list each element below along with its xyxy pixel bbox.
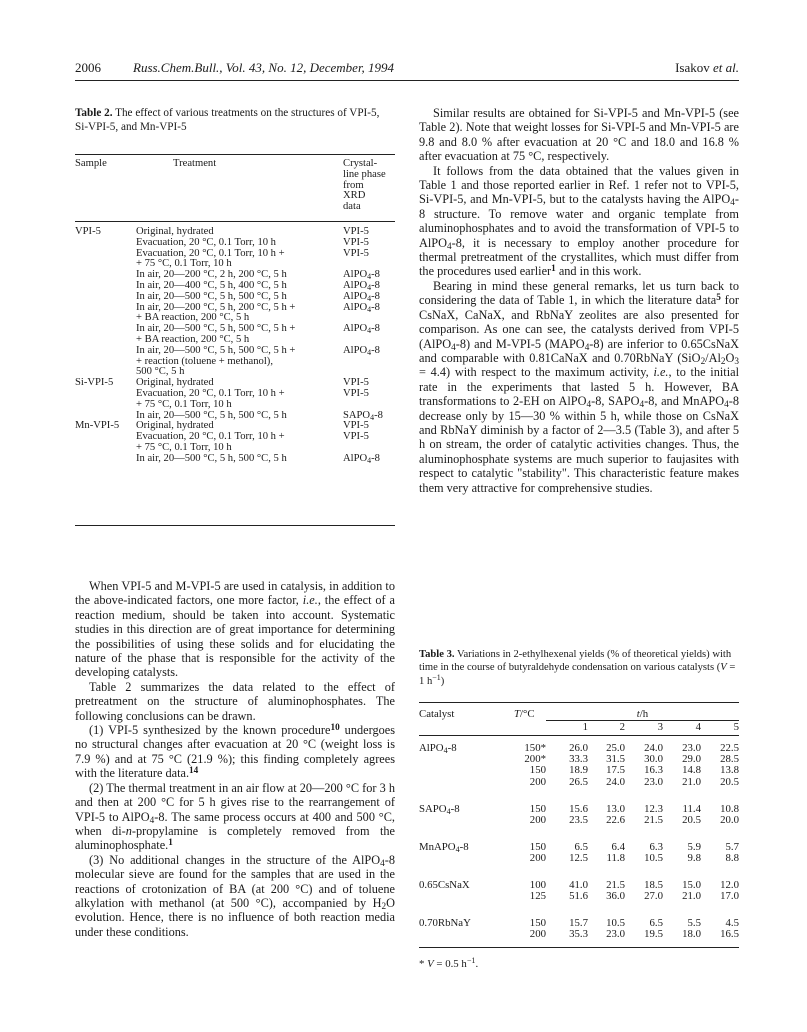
time-header: 4 bbox=[695, 721, 701, 734]
phase-cell: VPI-5 bbox=[343, 377, 369, 389]
yield-cell: 26.0 bbox=[569, 742, 588, 755]
yield-cell: 23.5 bbox=[569, 813, 588, 826]
phase-cell: VPI-5 bbox=[343, 420, 369, 432]
table3-caption: Table 3. Variations in 2-ethylhexenal yields (% of theoretical yields) with time in the course of butyraldehyde condensation on various catalysts (V = 1 $h^{-1}$) bbox=[419, 649, 736, 687]
yield-cell: 21.5 bbox=[644, 813, 663, 826]
temperature-cell: 200 bbox=[529, 775, 546, 788]
paragraph: Similar results are obtained for Si-VPI-5 and Mn-VPI-5 (see Table 2). Note that weight losses for Si-VPI-5 and Mn-VPI-5 are 9.8 and 8.0 % after evacuation at 20 °C and 18.0 and 16.8 % after evacuation at 75 °C, respectively. bbox=[419, 106, 739, 164]
yield-cell: 51.6 bbox=[569, 890, 588, 903]
treatment-cell: In air, 20—500 °C, 5 h, 500 °C, 5 h bbox=[136, 290, 287, 302]
temperature-cell: 150 bbox=[529, 840, 546, 853]
table-row bbox=[419, 735, 739, 754]
paragraph: When VPI-5 and M-VPI-5 are used in catalysis, in addition to the above-indicated factors, one more factor, i.e., the effect of a reaction medium, should be taken into account. Systematic studies in this direction are of great importance for determining the possibilities of using these solids and for elucidating the nature of the phase that is responsible for the activity of the developing catalysts. bbox=[75, 579, 396, 680]
yield-cell: 18.5 bbox=[644, 879, 663, 892]
treatment-cell: In air, 20—500 °C, 5 h, 500 °C, 5 h + + BA reaction, 200 °C, 5 h bbox=[136, 323, 296, 345]
paragraph: (3) No additional changes in the structure of the AlPO$_4$-8 molecular sieve are found for the samples that are used in the reactions of crotonization of BA (at 200 °C) and of toluene alkylation with methanol (at 500 °C), accompanied by $H_2O$ evolution. Hence, there is no influence of both reaction media under these conditions. bbox=[75, 852, 395, 939]
col-header-temperature: T/°C bbox=[514, 708, 535, 721]
treatment-cell: In air, 20—400 °C, 5 h, 400 °C, 5 h bbox=[136, 280, 287, 291]
yield-cell: 20.0 bbox=[720, 813, 739, 826]
treatment-cell: Original, hydrated bbox=[136, 377, 214, 389]
table2-bottom-rule bbox=[75, 525, 395, 526]
yield-cell: 14.8 bbox=[682, 764, 701, 777]
yield-cell: 12.5 bbox=[569, 852, 588, 865]
table3-body bbox=[419, 735, 739, 940]
phase-cell: AlPO$_4$-8 bbox=[343, 301, 380, 314]
catalyst-cell bbox=[419, 929, 514, 940]
yield-cell: 23.0 bbox=[606, 928, 625, 941]
paragraph: (1) VPI-5 synthesized by the known procedure$^{10}$ undergoes no structural changes after evacuation at 20 °C (weight loss is 7.9 %) and at 75 °C (21.9 %); this finding completely agrees with the literature data.$^{14}$ bbox=[75, 722, 395, 781]
treatment-cell: In air, 20—200 °C, 2 h, 200 °C, 5 h bbox=[136, 269, 287, 281]
col-header-time: t/h bbox=[546, 703, 739, 720]
yield-cell: 18.9 bbox=[569, 764, 588, 777]
yield-cell: 35.3 bbox=[569, 928, 588, 941]
catalyst-cell: $SAPO_4-8$ bbox=[419, 802, 460, 816]
yield-cell: 15.0 bbox=[682, 879, 701, 892]
yield-cell: 22.6 bbox=[606, 813, 625, 826]
phase-cell: VPI-5 bbox=[343, 431, 369, 443]
table-row bbox=[419, 929, 739, 940]
table-row bbox=[419, 910, 739, 929]
table-row bbox=[419, 815, 739, 826]
yield-cell: 41.0 bbox=[569, 879, 588, 892]
table-row bbox=[419, 796, 739, 815]
page-number: 2006 bbox=[75, 60, 101, 75]
temperature-cell: 200 bbox=[529, 852, 546, 865]
yield-cell: 21.0 bbox=[682, 775, 701, 788]
yield-cell: 22.5 bbox=[720, 742, 739, 755]
yield-cell: 17.5 bbox=[606, 764, 625, 777]
yield-cell: 17.0 bbox=[720, 890, 739, 903]
yield-cell: 10.5 bbox=[606, 917, 625, 930]
yield-cell: 10.8 bbox=[720, 802, 739, 815]
yield-cell: 29.0 bbox=[682, 753, 701, 766]
yield-cell: 19.5 bbox=[644, 928, 663, 941]
time-header: 1 bbox=[582, 721, 588, 734]
yield-cell: 13.0 bbox=[606, 802, 625, 815]
phase-cell: VPI-5 bbox=[343, 388, 369, 399]
temperature-cell: 150 bbox=[529, 764, 546, 777]
yield-cell: 6.3 bbox=[649, 840, 663, 853]
table-row bbox=[419, 853, 739, 864]
phase-cell: VPI-5 bbox=[343, 226, 369, 237]
yield-cell: 11.8 bbox=[606, 852, 625, 865]
yield-cell: 15.6 bbox=[569, 802, 588, 815]
yield-cell: 33.3 bbox=[569, 753, 588, 766]
yield-cell: 11.4 bbox=[682, 802, 701, 815]
yield-cell: 20.5 bbox=[682, 813, 701, 826]
time-header: 2 bbox=[619, 721, 625, 734]
treatment-cell: In air, 20—500 °C, 5 h, 500 °C, 5 h bbox=[136, 409, 287, 421]
yield-cell: 23.0 bbox=[682, 742, 701, 755]
phase-cell: AlPO$_4$-8 bbox=[343, 344, 380, 357]
phase-cell: AlPO$_4$-8 bbox=[343, 452, 380, 465]
running-header bbox=[75, 60, 739, 80]
paragraph: (2) The thermal treatment in an air flow at 20—200 °C for 3 h and then at 200 °C for 5 h gives rise to the rearrangement of VPI-5 to AlPO$_4$-8. The same process occurs at 400 and 500 °C, when di-n-propylamine is completely removed from the aluminophosphate.$^1$ bbox=[75, 780, 396, 853]
col-header-phase: Crystal- line phase from XRD data bbox=[343, 158, 386, 213]
time-header: 3 bbox=[657, 721, 663, 734]
phase-cell: $SAPO_4-8$ bbox=[343, 409, 383, 422]
col-header-sample: Sample bbox=[75, 158, 107, 169]
time-header: 5 bbox=[733, 721, 739, 734]
table-row bbox=[419, 891, 739, 902]
table3 bbox=[419, 648, 739, 970]
table2-header-rule bbox=[75, 221, 395, 222]
yield-cell: 8.8 bbox=[725, 852, 739, 865]
phase-cell: AlPO$_4$-8 bbox=[343, 323, 380, 336]
yield-cell: 5.9 bbox=[687, 840, 701, 853]
yield-cell: 20.5 bbox=[720, 775, 739, 788]
journal-citation: Russ.Chem.Bull., Vol. 43, No. 12, December, 1994 bbox=[133, 60, 395, 75]
yield-cell: 30.0 bbox=[644, 753, 663, 766]
sample-cell: Mn-VPI-5 bbox=[75, 420, 120, 432]
yield-cell: 6.5 bbox=[649, 917, 663, 930]
treatment-cell: In air, 20—200 °C, 5 h, 200 °C, 5 h + + BA reaction, 200 °C, 5 h bbox=[136, 301, 296, 324]
yield-cell: 21.5 bbox=[606, 879, 625, 892]
catalyst-cell: MnAPO$_4$-8 bbox=[419, 840, 469, 854]
catalyst-cell: AlPO$_4$-8 bbox=[419, 742, 457, 756]
col-header-catalyst: Catalyst bbox=[419, 708, 455, 721]
yield-cell: 31.5 bbox=[606, 753, 625, 766]
yield-cell: 36.0 bbox=[606, 890, 625, 903]
phase-cell: AlPO$_4$-8 bbox=[343, 269, 380, 282]
yield-cell: 21.0 bbox=[682, 890, 701, 903]
yield-cell: 12.0 bbox=[720, 879, 739, 892]
temperature-cell: 150 bbox=[529, 802, 546, 815]
treatment-cell: Original, hydrated bbox=[136, 226, 214, 237]
phase-cell: VPI-5 bbox=[343, 236, 369, 248]
catalyst-cell bbox=[419, 777, 514, 788]
temperature-cell: 125 bbox=[529, 890, 546, 903]
treatment-cell: Original, hydrated bbox=[136, 420, 214, 432]
catalyst-cell bbox=[419, 754, 514, 765]
catalyst-cell bbox=[419, 815, 514, 826]
table3-footnote: * V = 0.5 $h^{-1}$. bbox=[419, 955, 479, 970]
yield-cell: 5.7 bbox=[725, 840, 739, 853]
sample-cell: VPI-5 bbox=[75, 226, 101, 237]
treatment-cell: Evacuation, 20 °C, 0.1 Torr, 10 h + + 75 °C, 0.1 Torr, 10 h bbox=[136, 431, 285, 453]
table2-caption: Table 2. The effect of various treatments on the structures of VPI-5, Si-VPI-5, and Mn-VPI-5 bbox=[75, 107, 380, 133]
col-header-treatment: Treatment bbox=[173, 158, 217, 169]
catalyst-cell bbox=[419, 891, 514, 902]
yield-cell: 13.8 bbox=[720, 764, 739, 777]
phase-cell: VPI-5 bbox=[343, 247, 369, 259]
treatment-cell: Evacuation, 20 °C, 0.1 Torr, 10 h + + 75 °C, 0.1 Torr, 10 h bbox=[136, 247, 285, 270]
treatment-cell: Evacuation, 20 °C, 0.1 Torr, 10 h + + 75 °C, 0.1 Torr, 10 h bbox=[136, 388, 285, 410]
phase-cell: AlPO$_4$-8 bbox=[343, 280, 380, 292]
temperature-cell: 150* bbox=[524, 742, 546, 755]
yield-cell: 27.0 bbox=[644, 890, 663, 903]
authors: Isakov et al. bbox=[675, 60, 739, 75]
catalyst-cell bbox=[419, 853, 514, 864]
yield-cell: 6.4 bbox=[611, 840, 625, 853]
catalyst-cell bbox=[419, 765, 514, 776]
yield-cell: 25.0 bbox=[606, 742, 625, 755]
treatment-cell: In air, 20—500 °C, 5 h, 500 °C, 5 h + + reaction (toluene + methanol), 500 °C, 5 h bbox=[136, 344, 296, 378]
right-body-text bbox=[419, 106, 739, 495]
yield-cell: 9.8 bbox=[687, 852, 701, 865]
yield-cell: 23.0 bbox=[644, 775, 663, 788]
header-rule bbox=[75, 80, 739, 81]
yield-cell: 5.5 bbox=[687, 917, 701, 930]
yield-cell: 16.3 bbox=[644, 764, 663, 777]
left-body-text bbox=[75, 579, 395, 939]
yield-cell: 24.0 bbox=[644, 742, 663, 755]
table-row bbox=[419, 777, 739, 788]
table-row bbox=[419, 834, 739, 853]
treatment-cell: Evacuation, 20 °C, 0.1 Torr, 10 h bbox=[136, 236, 276, 248]
yield-cell: 15.7 bbox=[569, 917, 588, 930]
catalyst-cell: 0.65CsNaX bbox=[419, 879, 470, 892]
paragraph: Bearing in mind these general remarks, let us turn back to considering the data of Table 1, in which the literature data$^5$ for CsNaX, CaNaX, and RbNaY zeolites are also presented for comparison. As one can see, the catalysts derived from VPI-5 (AlPO$_4$-8) and M-VPI-5 $(MAPO_4-8)$ are inferior to 0.65CsNaX and comparable with 0.81CaNaX and 0.70RbNaY $(SiO_2/Al_2O_3 = 4.4)$ with respect to the maximum activity, i.e., to the initial rate in the experiments that lasted 5 h. However, BA transformations to 2-EH on AlPO$_4$-8, $SAPO_4-8$, and MnAPO$_4$-8 decrease only by 15—30 % within 5 h, while those on CsNaX and RbNaY diminish by a factor of 2—3.5 (Table 3), and after 5 h on stream, the order of catalytic activities changes. Thus, the aluminophosphate systems are much superior to faujasites with respect to catalytic "stability". This characteristic feature makes them very attractive for comprehensive studies. bbox=[419, 278, 740, 495]
yield-cell: 10.5 bbox=[644, 852, 663, 865]
treatment-cell: In air, 20—500 °C, 5 h, 500 °C, 5 h bbox=[136, 452, 287, 464]
yield-cell: 24.0 bbox=[606, 775, 625, 788]
catalyst-cell: 0.70RbNaY bbox=[419, 917, 471, 930]
table2-top-rule bbox=[75, 154, 395, 155]
sample-cell: Si-VPI-5 bbox=[75, 377, 114, 389]
phase-cell: AlPO$_4$-8 bbox=[343, 290, 380, 303]
yield-cell: 16.5 bbox=[720, 928, 739, 941]
paragraph: Table 2 summarizes the data related to the effect of pretreatment on the structure of aluminophosphates. The following conclusions can be drawn. bbox=[75, 679, 395, 723]
table3-grid bbox=[419, 703, 739, 940]
temperature-cell: 150 bbox=[529, 917, 546, 930]
yield-cell: 4.5 bbox=[725, 917, 739, 930]
table3-bottom-rule bbox=[419, 947, 739, 948]
table-row bbox=[419, 872, 739, 891]
table-row bbox=[419, 765, 739, 776]
yield-cell: 26.5 bbox=[569, 775, 588, 788]
temperature-cell: 100 bbox=[529, 879, 546, 892]
paragraph: It follows from the data obtained that the values given in Table 1 and those reported earlier in Ref. 1 refer not to VPI-5, Si-VPI-5, and Mn-VPI-5, but to the catalysts having the AlPO$_4$-8 structure. To remove water and organic template from aluminophosphates and to avoid the transformation of VPI-5 to AlPO$_4$-8, it is necessary to employ another procedure for thermal pretreatment of the crystallites, which must differ from the procedures used earlier$^1$ and in this work. bbox=[419, 163, 739, 279]
temperature-cell: 200* bbox=[524, 753, 546, 766]
yield-cell: 28.5 bbox=[720, 753, 739, 766]
temperature-cell: 200 bbox=[529, 928, 546, 941]
yield-cell: 6.5 bbox=[574, 840, 588, 853]
temperature-cell: 200 bbox=[529, 813, 546, 826]
yield-cell: 18.0 bbox=[682, 928, 701, 941]
yield-cell: 12.3 bbox=[644, 802, 663, 815]
